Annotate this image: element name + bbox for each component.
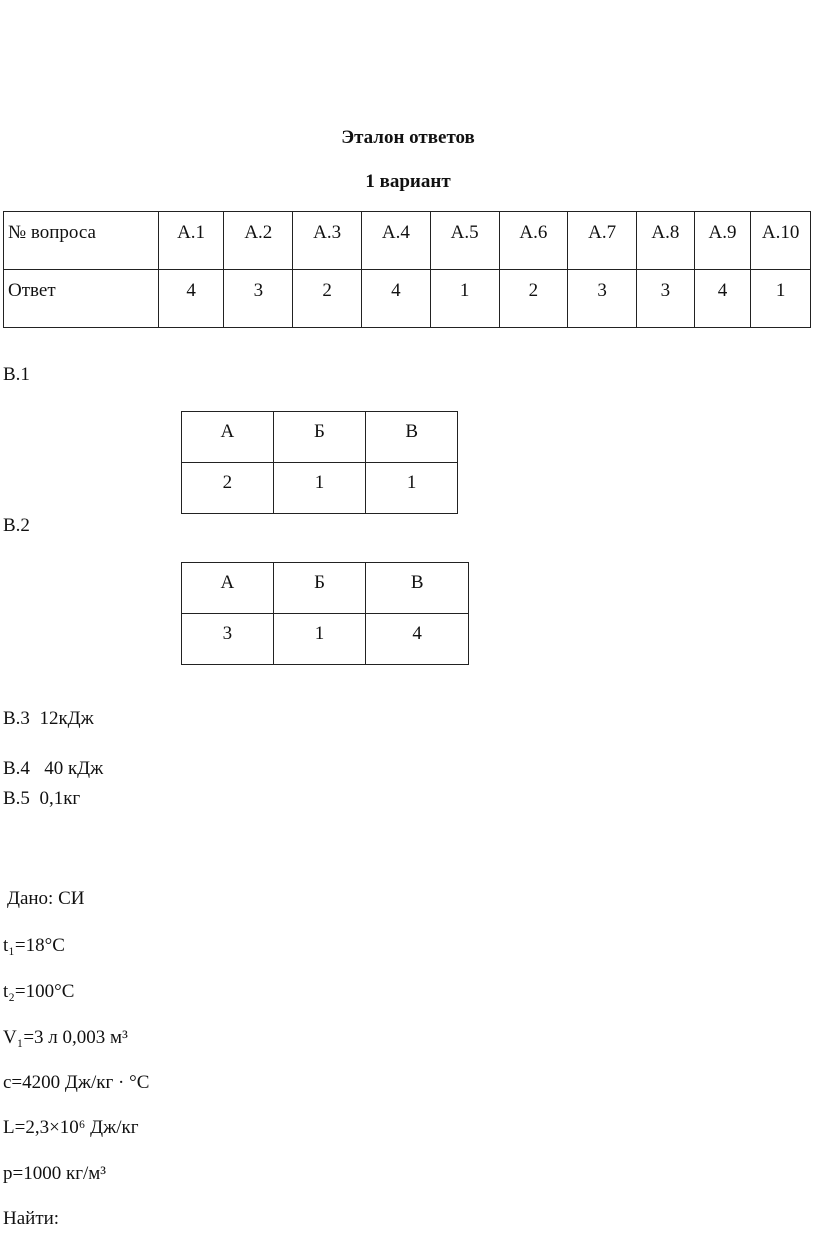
b1-answer-table	[181, 411, 458, 514]
b4-answer: 40 кДж	[44, 758, 104, 779]
answer-row-label: Ответ	[4, 270, 159, 328]
b3-label: В.3	[3, 708, 30, 729]
b2-header-cell: А	[182, 563, 274, 614]
b2-answer-table	[181, 562, 469, 665]
b4-label: В.4	[3, 758, 30, 779]
given-line: t₁=18°C	[3, 935, 65, 956]
b1-header-cell: Б	[273, 412, 366, 463]
b1-header-cell: В	[366, 412, 458, 463]
question-cell: А.8	[637, 212, 695, 270]
b2-value-row	[182, 614, 469, 665]
answer-cell: 2	[499, 270, 568, 328]
question-cell: А.5	[430, 212, 499, 270]
b2-value-cell: 4	[366, 614, 469, 665]
answer-cell: 3	[637, 270, 695, 328]
b1-value-cell: 1	[366, 463, 458, 514]
b3-answer: 12кДж	[39, 708, 94, 729]
b1-value-cell: 2	[182, 463, 274, 514]
variant-heading: 1 вариант	[365, 171, 451, 192]
part-a-answer-table	[3, 211, 811, 328]
given-heading: Дано: СИ	[7, 888, 85, 909]
b1-label: В.1	[3, 364, 30, 385]
question-cell: А.3	[293, 212, 362, 270]
answer-cell: 4	[361, 270, 430, 328]
question-cell: А.6	[499, 212, 568, 270]
answer-cell: 1	[430, 270, 499, 328]
question-cell: А.7	[568, 212, 637, 270]
question-cell: А.2	[224, 212, 293, 270]
answer-cell: 2	[293, 270, 362, 328]
given-line: p=1000 кг/м³	[3, 1163, 106, 1184]
b3-line	[3, 708, 94, 730]
answer-cell: 1	[751, 270, 811, 328]
b2-value-cell: 3	[182, 614, 274, 665]
question-cell: А.10	[751, 212, 811, 270]
b1-value-cell: 1	[273, 463, 366, 514]
b1-header-cell: А	[182, 412, 274, 463]
b1-header-row	[182, 412, 458, 463]
given-line: L=2,3×10⁶ Дж/кг	[3, 1117, 139, 1138]
b2-header-cell: В	[366, 563, 469, 614]
b2-label: В.2	[3, 515, 30, 536]
given-line: c=4200 Дж/кг · °C	[3, 1072, 150, 1093]
given-line: V₁=3 л 0,003 м³	[3, 1027, 128, 1048]
b4-line	[3, 758, 103, 780]
b2-value-cell: 1	[273, 614, 366, 665]
answer-cell: 4	[694, 270, 751, 328]
b1-value-row	[182, 463, 458, 514]
answer-cell: 4	[158, 270, 224, 328]
answer-cell: 3	[568, 270, 637, 328]
given-line: t₂=100°C	[3, 981, 75, 1002]
page-title: Эталон ответов	[341, 127, 475, 148]
b5-label: В.5	[3, 788, 30, 809]
b5-answer: 0,1кг	[39, 788, 81, 809]
answer-cell: 3	[224, 270, 293, 328]
question-cell: А.4	[361, 212, 430, 270]
question-row	[4, 212, 811, 270]
answer-row	[4, 270, 811, 328]
question-row-label: № вопроса	[4, 212, 159, 270]
question-cell: А.1	[158, 212, 224, 270]
find-label: Найти:	[3, 1208, 60, 1229]
question-cell: А.9	[694, 212, 751, 270]
b5-line	[3, 788, 80, 810]
b2-header-row	[182, 563, 469, 614]
b2-header-cell: Б	[273, 563, 366, 614]
